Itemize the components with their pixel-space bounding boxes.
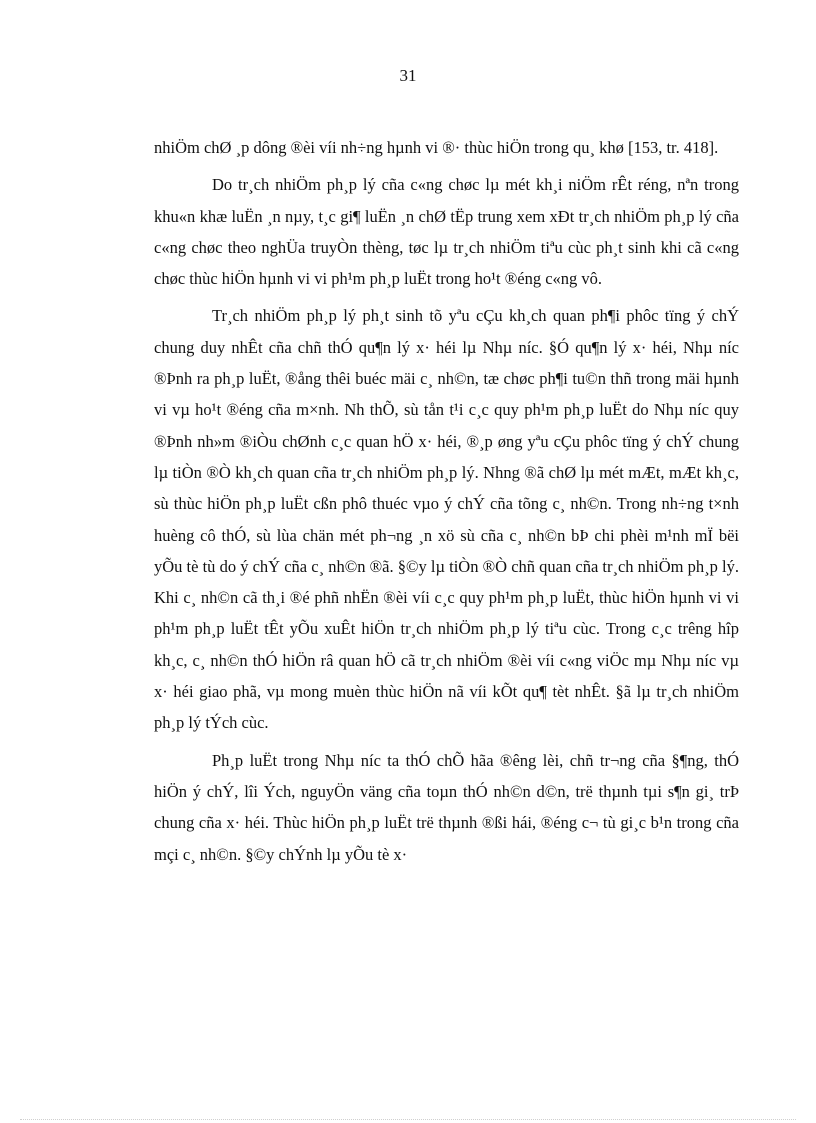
paragraph-scope: Do tr¸ch nhiÖm ph¸p lý cña c«ng chøc lµ mét kh¸i niÖm rÊt réng, nªn trong khu«n khæ luËn ¸n nµy, t¸c gi¶ luËn ¸n chØ tËp trung xem xÐt tr¸ch nhiÖm ph¸p lý cña c«ng chøc theo nghÜa truyÒn thèng, tøc lµ tr¸ch nhiÖm tiªu cùc ph¸t sinh khi cã c«ng chøc thùc hiÖn hµnh vi vi ph¹m ph¸p luËt trong ho¹t ®éng c«ng vô. xyxy=(154,175,739,289)
page-bottom-divider xyxy=(20,1119,796,1120)
paragraph-origin: Tr¸ch nhiÖm ph¸p lý ph¸t sinh tõ yªu cÇu kh¸ch quan ph¶i phôc tïng ý chÝ chung duy nhÊt cña chñ thÓ qu¶n lý x· héi lµ Nhµ níc. §Ó qu¶n lý x· héi, Nhµ níc ®Þnh ra ph¸p luËt, ®ång thêi buéc mäi c¸ nh©n, tæ chøc ph¶i tu©n thñ trong mäi hµnh vi vµ ho¹t ®éng cña m×nh. Nh thÕ, sù tån t¹i c¸c quy ph¹m ph¸p luËt do Nhµ níc quy ®Þnh nh»m ®iÒu chØnh c¸c quan hÖ x· héi, ®¸p øng yªu cÇu phôc tïng ý chÝ chung lµ tiÒn ®Ò kh¸ch quan cña tr¸ch nhiÖm ph¸p lý. Nhng ®ã chØ lµ mét mÆt, mÆt kh¸c, sù thùc hiÖn ph¸p luËt cßn phô thuéc vµo ý chÝ cña tõng c¸ nh©n. Trong nh÷ng t×nh huèng cô thÓ, sù lùa chän mét ph¬ng ¸n xö sù cña c¸ nh©n bÞ chi phèi m¹nh mÏ bëi yÕu tè tù do ý chÝ cña c¸ nh©n ®ã. §©y lµ tiÒn ®Ò chñ quan cña tr¸ch nhiÖm ph¸p lý. Khi c¸ nh©n cã th¸i ®é phñ nhËn ®èi víi c¸c quy ph¹m ph¸p luËt, thùc hiÖn hµnh vi vi ph¹m ph¸p luËt tÊt yÕu xuÊt hiÖn tr¸ch nhiÖm ph¸p lý tiªu cùc. Trong c¸c trêng hîp kh¸c, c¸ nh©n thÓ hiÖn râ quan hÖ cã tr¸ch nhiÖm ®èi víi c«ng viÖc mµ Nhµ níc vµ x· héi giao phã, vµ mong muèn thùc hiÖn nã víi kÕt qu¶ tèt nhÊt. §ã lµ tr¸ch nhiÖm ph¸p lý tÝch cùc. xyxy=(154,306,739,733)
paragraph-continuation: nhiÖm chØ ¸p dông ®èi víi nh÷ng hµnh vi ®· thùc hiÖn trong qu¸ khø [153, tr. 418]. xyxy=(154,138,719,157)
page-number: 31 xyxy=(399,66,417,85)
paragraph-law: Ph¸p luËt trong Nhµ níc ta thÓ chÕ hãa ®êng lèi, chñ tr¬ng cña §¶ng, thÓ hiÖn ý chÝ, lîi Ých, nguyÖn väng cña toµn thÓ nh©n d©n, trë thµnh tµi s¶n gi¸ trÞ chung cña x· héi. Thùc hiÖn ph¸p luËt trë thµnh ®ßi hái, ®éng c¬ tù gi¸c b¹n trong cña mçi c¸ nh©n. §©y chÝnh lµ yÕu tè x· xyxy=(154,750,739,864)
body-text xyxy=(154,132,739,876)
